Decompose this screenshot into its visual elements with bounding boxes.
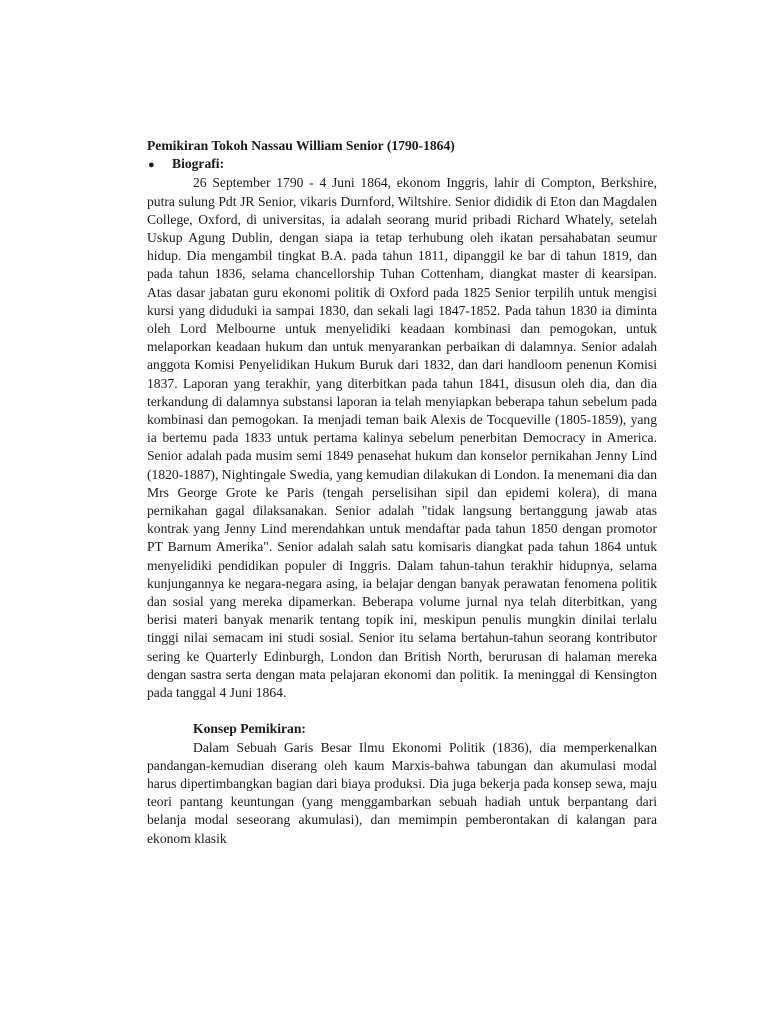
concept-heading: Konsep Pemikiran: <box>193 721 306 737</box>
biography-paragraph: 26 September 1790 - 4 Juni 1864, ekonom Inggris, lahir di Compton, Berkshire, putra sulung Pdt JR Senior, vikaris Durnford, Wiltshire. Senior dididik di Eton dan Magdalen College, Oxford, di universitas, ia adalah seorang murid pribadi Richard Whately, setelah Uskup Agung Dublin, dengan siapa ia tetap terhubung oleh ikatan persahabatan seumur hidup. Dia mengambil tingkat B.A. pada tahun 1811, dipanggil ke bar di tahun 1819, dan pada tahun 1836, selama chancellorship Tuhan Cottenham, diangkat master di kearsipan. Atas dasar jabatan guru ekonomi politik di Oxford pada 1825 Senior terpilih untuk mengisi kursi yang diduduki ia sampai 1830, dan sekali lagi 1847-1852. Pada tahun 1830 ia diminta oleh Lord Melbourne untuk menyelidiki keadaan kombinasi dan pemogokan, untuk melaporkan keadaan hukum dan untuk menyarankan perbaikan di dalamnya. Senior adalah anggota Komisi Penyelidikan Hukum Buruk dari 1832, dan dari handloom penenun Komisi 1837. Laporan yang terakhir, yang diterbitkan pada tahun 1841, disusun oleh dia, dan dia terkandung di dalamnya substansi laporan ia telah menyiapkan beberapa tahun sebelum pada kombinasi dan pemogokan. Ia menjadi teman baik Alexis de Tocqueville (1805-1859), yang ia bertemu pada 1833 untuk pertama kalinya sebelum penerbitan Democracy in America. Senior adalah pada musim semi 1849 penasehat hukum dan konselor pernikahan Jenny Lind (1820-1887), Nightingale Swedia, yang kemudian dilakukan di London. Ia menemani dia dan Mrs George Grote ke Paris (tengah perselisihan sipil dan epidemi kolera), di mana pernikahan gagal dilaksanakan. Senior adalah "tidak langsung bertanggung jawab atas kontrak yang Jenny Lind merendahkan untuk mendaftar pada tahun 1850 dengan promotor PT Barnum Amerika". Senior adalah salah satu komisaris diangkat pada tahun 1864 untuk menyelidiki pendidikan populer di Inggris. Dalam tahun-tahun terakhir hidupnya, selama kunjungannya ke negara-negara asing, ia belajar dengan banyak perawatan fenomena politik dan sosial yang mereka dipamerkan. Beberapa volume jurnal nya telah diterbitkan, yang berisi materi banyak menarik tentang topik ini, meskipun penulis mungkin dinilai terlalu tinggi nilai semacam ini studi sosial. Senior itu selama bertahun-tahun seorang kontributor sering ke Quarterly Edinburgh, London dan British North, berurusan di halaman mereka dengan sastra serta dengan mata pelajaran ekonomi dan politik. Ia meninggal di Kensington pada tanggal 4 Juni 1864. <box>147 175 657 701</box>
biography-bullet <box>147 155 657 174</box>
document-page <box>147 137 657 848</box>
document-title: Pemikiran Tokoh Nassau William Senior (1790-1864) <box>147 138 455 153</box>
biography-heading: Biografi: <box>172 156 225 172</box>
section-spacer <box>147 702 657 720</box>
concept-paragraph: Dalam Sebuah Garis Besar Ilmu Ekonomi Politik (1836), dia memperkenalkan pandangan-kemudian diserang oleh kaum Marxis-bahwa tabungan dan akumulasi modal harus dipertimbangkan bagian dari biaya produksi. Dia juga bekerja pada konsep sewa, maju teori pantang keuntungan (yang menggambarkan sebuah hadiah untuk berpantang dari belanja modal seseorang akumulasi), dan memimpin pemberontakan di kalangan para ekonom klasik <box>147 739 657 846</box>
bullet-icon: ● <box>148 159 155 172</box>
